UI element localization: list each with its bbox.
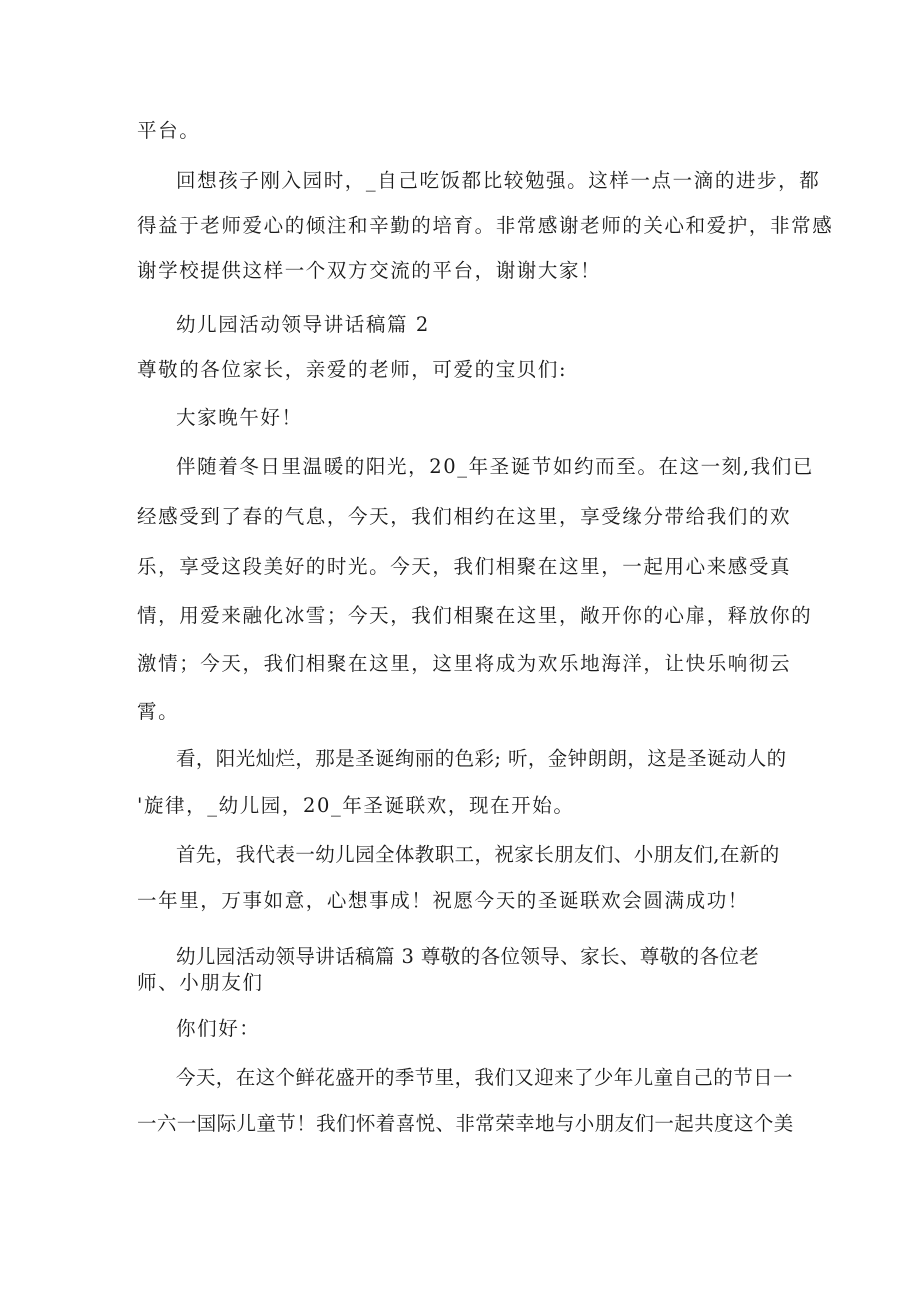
greeting: 大家晚午好！ — [176, 406, 303, 429]
paragraph-line: 霄。 — [137, 700, 180, 723]
paragraph-line: 谢学校提供这样一个双方交流的平台，谢谢大家！ — [137, 259, 602, 282]
paragraph-line: 乐，享受这段美好的时光。今天，我们相聚在这里，一起用心来感受真 — [137, 555, 792, 578]
paragraph-line: 回想孩子刚入园时，_自己吃饭都比较勉强。这样一点一滴的进步，都 — [176, 169, 821, 192]
paragraph-line: 平台。 — [137, 119, 201, 142]
paragraph-line: 经感受到了春的气息，今天，我们相约在这里，享受缘分带给我们的欢 — [137, 505, 792, 528]
paragraph-line: 今天，在这个鲜花盛开的季节里，我们又迎来了少年儿童自己的节日一 — [176, 1066, 793, 1089]
paragraph-line: 情，用爱来融化冰雪；今天，我们相聚在这里，敞开你的心扉，释放你的 — [137, 604, 813, 627]
paragraph-line: 伴随着冬日里温暖的阳光，20_年圣诞节如约而至。在这一刻,我们已 — [176, 455, 814, 478]
paragraph-line: 看，阳光灿烂，那是圣诞绚丽的色彩; 听，金钟朗朗，这是圣诞动人的 — [176, 747, 787, 770]
section-heading-continued: 师、小朋友们 — [137, 971, 264, 994]
salutation: 尊敬的各位家长，亲爱的老师，可爱的宝贝们: — [137, 358, 568, 381]
paragraph-line: 首先，我代表一幼儿园全体教职工，祝家长朋友们、小朋友们,在新的 — [176, 843, 780, 866]
paragraph-line: '旋律，_幼儿园，20_年圣诞联欢，现在开始。 — [137, 794, 575, 817]
paragraph-line: 得益于老师爱心的倾注和辛勤的培育。非常感谢老师的关心和爱护，非常感 — [137, 214, 834, 237]
greeting: 你们好： — [176, 1017, 261, 1040]
section-heading: 幼儿园活动领导讲话稿篇 3 尊敬的各位领导、家长、尊敬的各位老 — [176, 945, 760, 968]
paragraph-line: 一六一国际儿童节！我们怀着喜悦、非常荣幸地与小朋友们一起共度这个美 — [137, 1112, 794, 1135]
paragraph-line: 激情；今天，我们相聚在这里，这里将成为欢乐地海洋，让快乐响彻云 — [137, 652, 792, 675]
paragraph-line: 一年里，万事如意，心想事成！祝愿今天的圣诞联欢会圆满成功！ — [137, 889, 749, 912]
section-heading: 幼儿园活动领导讲话稿篇 2 — [176, 313, 430, 336]
